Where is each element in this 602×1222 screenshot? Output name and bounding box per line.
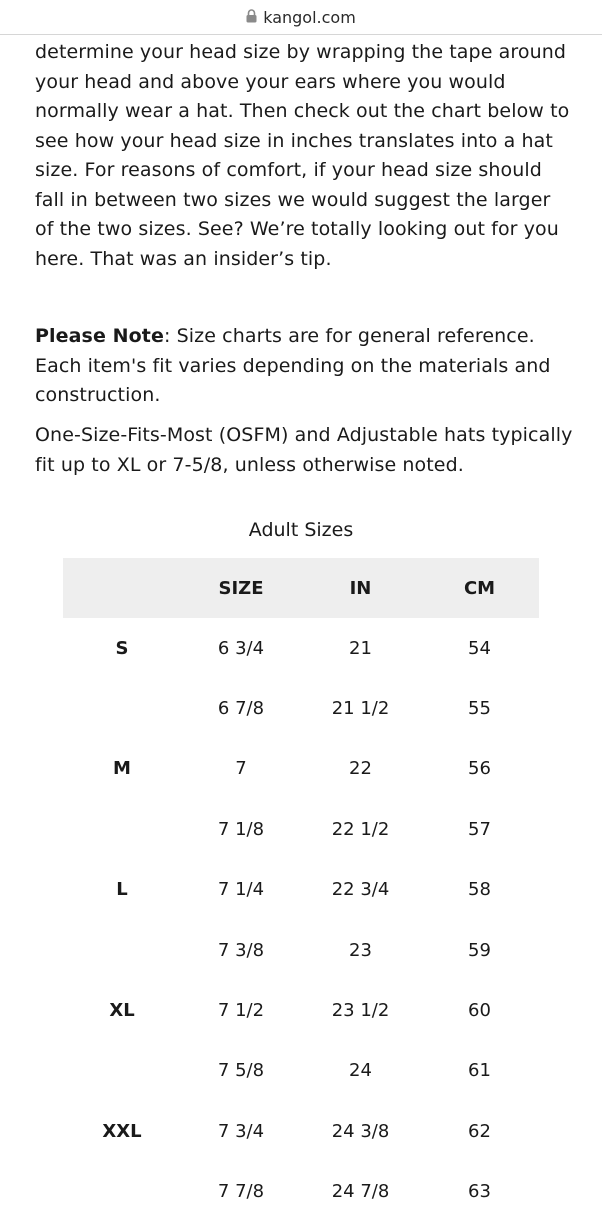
row-label: XL — [109, 1000, 135, 1022]
row-inches: 21 — [349, 637, 372, 659]
row-size: 7 5/8 — [217, 1060, 265, 1082]
row-label — [63, 1041, 181, 1101]
row-label — [63, 799, 181, 859]
row-size: 7 1/2 — [217, 1000, 265, 1022]
address-bar[interactable] — [0, 0, 602, 35]
row-inches: 23 — [349, 939, 372, 961]
row-size: 7 3/8 — [217, 939, 265, 961]
header-cell-label — [63, 558, 181, 618]
row-cm: 57 — [468, 818, 491, 840]
row-label: M — [113, 758, 131, 780]
table-header-row — [63, 558, 539, 618]
row-label — [63, 1162, 181, 1222]
row-inches: 22 1/2 — [331, 818, 390, 840]
row-inches: 24 3/8 — [331, 1120, 390, 1142]
osfm-section — [35, 421, 575, 480]
size-chart-table — [63, 558, 539, 1222]
header-cell-size: SIZE — [181, 558, 301, 618]
table-row — [63, 678, 539, 738]
osfm-paragraph: One-Size-Fits-Most (OSFM) and Adjustable hats typically fit up to XL or 7-5/8, unless otherwise noted. — [35, 424, 573, 476]
row-label — [63, 678, 181, 738]
table-row — [63, 1162, 539, 1222]
row-size: 7 1/8 — [217, 818, 265, 840]
table-row — [63, 860, 539, 920]
row-cm: 56 — [468, 758, 491, 780]
url-text: kangol.com — [263, 7, 356, 27]
table-row — [63, 618, 539, 678]
note-section — [35, 322, 575, 411]
row-label — [63, 920, 181, 980]
intro-paragraph: determine your head size by wrapping the tape around your head and above your ears where you would normally wear a hat. Then check out the chart below to see how your head size in inches translates into a hat size. For reasons of comfort, if your head size should fall in between two sizes we would suggest the larger of the two sizes. See? We’re totally looking out for you here. That was an insider’s tip. — [35, 41, 570, 270]
row-inches: 21 1/2 — [331, 698, 390, 720]
row-inches: 22 — [349, 758, 372, 780]
row-cm: 62 — [468, 1120, 491, 1142]
row-cm: 54 — [468, 637, 491, 659]
row-cm: 60 — [468, 1000, 491, 1022]
table-row — [63, 739, 539, 799]
row-cm: 58 — [468, 879, 491, 901]
table-row — [63, 1101, 539, 1161]
row-inches: 24 7/8 — [331, 1181, 390, 1203]
row-label: L — [116, 879, 128, 901]
row-cm: 59 — [468, 939, 491, 961]
note-text: : Size charts are for general reference. Each item's fit varies depending on the materials and construction. — [35, 325, 551, 406]
row-size: 7 — [235, 758, 247, 780]
row-cm: 55 — [468, 698, 491, 720]
row-size: 6 3/4 — [217, 637, 265, 659]
row-inches: 23 1/2 — [331, 1000, 390, 1022]
header-cell-cm: CM — [420, 558, 539, 618]
note-paragraph — [35, 322, 575, 411]
row-size: 6 7/8 — [217, 698, 265, 720]
row-label: XXL — [102, 1120, 142, 1142]
lock-icon — [246, 8, 257, 27]
row-cm: 61 — [468, 1060, 491, 1082]
row-size: 7 3/4 — [217, 1120, 265, 1142]
row-inches: 22 3/4 — [331, 879, 390, 901]
row-cm: 63 — [468, 1181, 491, 1203]
table-row — [63, 1041, 539, 1101]
table-row — [63, 799, 539, 859]
intro-section — [35, 38, 575, 274]
row-size: 7 1/4 — [217, 879, 265, 901]
table-row — [63, 980, 539, 1040]
table-title: Adult Sizes — [248, 519, 354, 541]
header-cell-in: IN — [301, 558, 420, 618]
note-label: Please Note — [35, 325, 164, 347]
row-inches: 24 — [349, 1060, 372, 1082]
table-row — [63, 920, 539, 980]
row-size: 7 7/8 — [217, 1181, 265, 1203]
row-label: S — [115, 637, 129, 659]
